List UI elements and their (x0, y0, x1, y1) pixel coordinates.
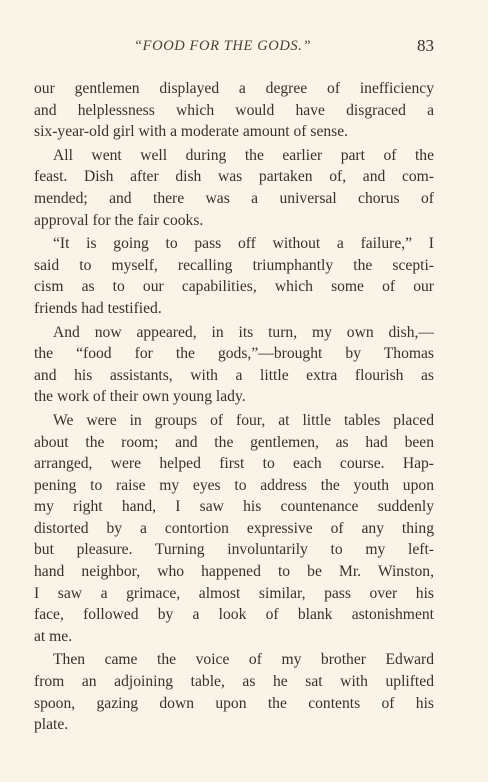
text-line: my right hand, I saw his countenance suddenly (34, 498, 434, 516)
text-line: from an adjoining table, as he sat with uplifted (34, 673, 434, 691)
text-line: pening to raise my eyes to address the youth upon (34, 476, 434, 494)
text-line: Then came the voice of my brother Edward (53, 651, 434, 669)
text-line: mended; and there was a universal chorus of (34, 189, 434, 207)
paragraph (34, 233, 434, 319)
text-line: cism as to our capabilities, which some of our (34, 278, 434, 296)
text-line: about the room; and the gentlemen, as had been (34, 433, 434, 451)
text-line: and helplessness which would have disgraced a (34, 101, 434, 119)
text-line: and his assistants, with a little extra flourish as (34, 366, 434, 384)
text-line: approval for the fair cooks. (34, 211, 204, 229)
text-line: friends had testified. (34, 299, 162, 317)
running-title: “FOOD FOR THE GODS.” (134, 38, 312, 54)
text-line: the work of their own young lady. (34, 388, 246, 406)
page-header (34, 36, 434, 60)
text-line: at me. (34, 627, 73, 645)
text-line: We were in groups of four, at little tables placed (53, 411, 434, 429)
paragraph (34, 649, 434, 735)
text-line: distorted by a contortion expressive of any thing (34, 519, 434, 537)
text-line: And now appeared, in its turn, my own dish,— (53, 323, 434, 341)
text-line: our gentlemen displayed a degree of inefficiency (34, 80, 434, 97)
text-line: hand neighbor, who happened to be Mr. Winston, (34, 563, 434, 581)
text-line: arranged, were helped first to each course. Hap- (34, 455, 434, 473)
text-line: but pleasure. Turning involuntarily to my left- (34, 541, 434, 559)
paragraph (34, 322, 434, 408)
paragraph (34, 145, 434, 231)
text-line: the “food for the gods,”—brought by Thomas (34, 345, 434, 363)
text-line: six-year-old girl with a moderate amount of sense. (34, 123, 349, 141)
text-line: spoon, gazing down upon the contents of his (34, 694, 434, 712)
text-line: feast. Dish after dish was partaken of, and com- (34, 168, 434, 186)
body-text (34, 78, 434, 738)
text-line: said to myself, recalling triumphantly the scepti- (34, 256, 434, 274)
text-line: I saw a grimace, almost similar, pass over his (34, 584, 434, 602)
paragraph (34, 410, 434, 648)
text-line: “It is going to pass off without a failure,” I (53, 235, 434, 253)
paragraph (34, 78, 434, 143)
page-number: 83 (417, 36, 434, 55)
text-line: plate. (34, 716, 69, 734)
text-line: face, followed by a look of blank astonishment (34, 606, 434, 624)
text-line: All went well during the earlier part of the (53, 146, 434, 164)
